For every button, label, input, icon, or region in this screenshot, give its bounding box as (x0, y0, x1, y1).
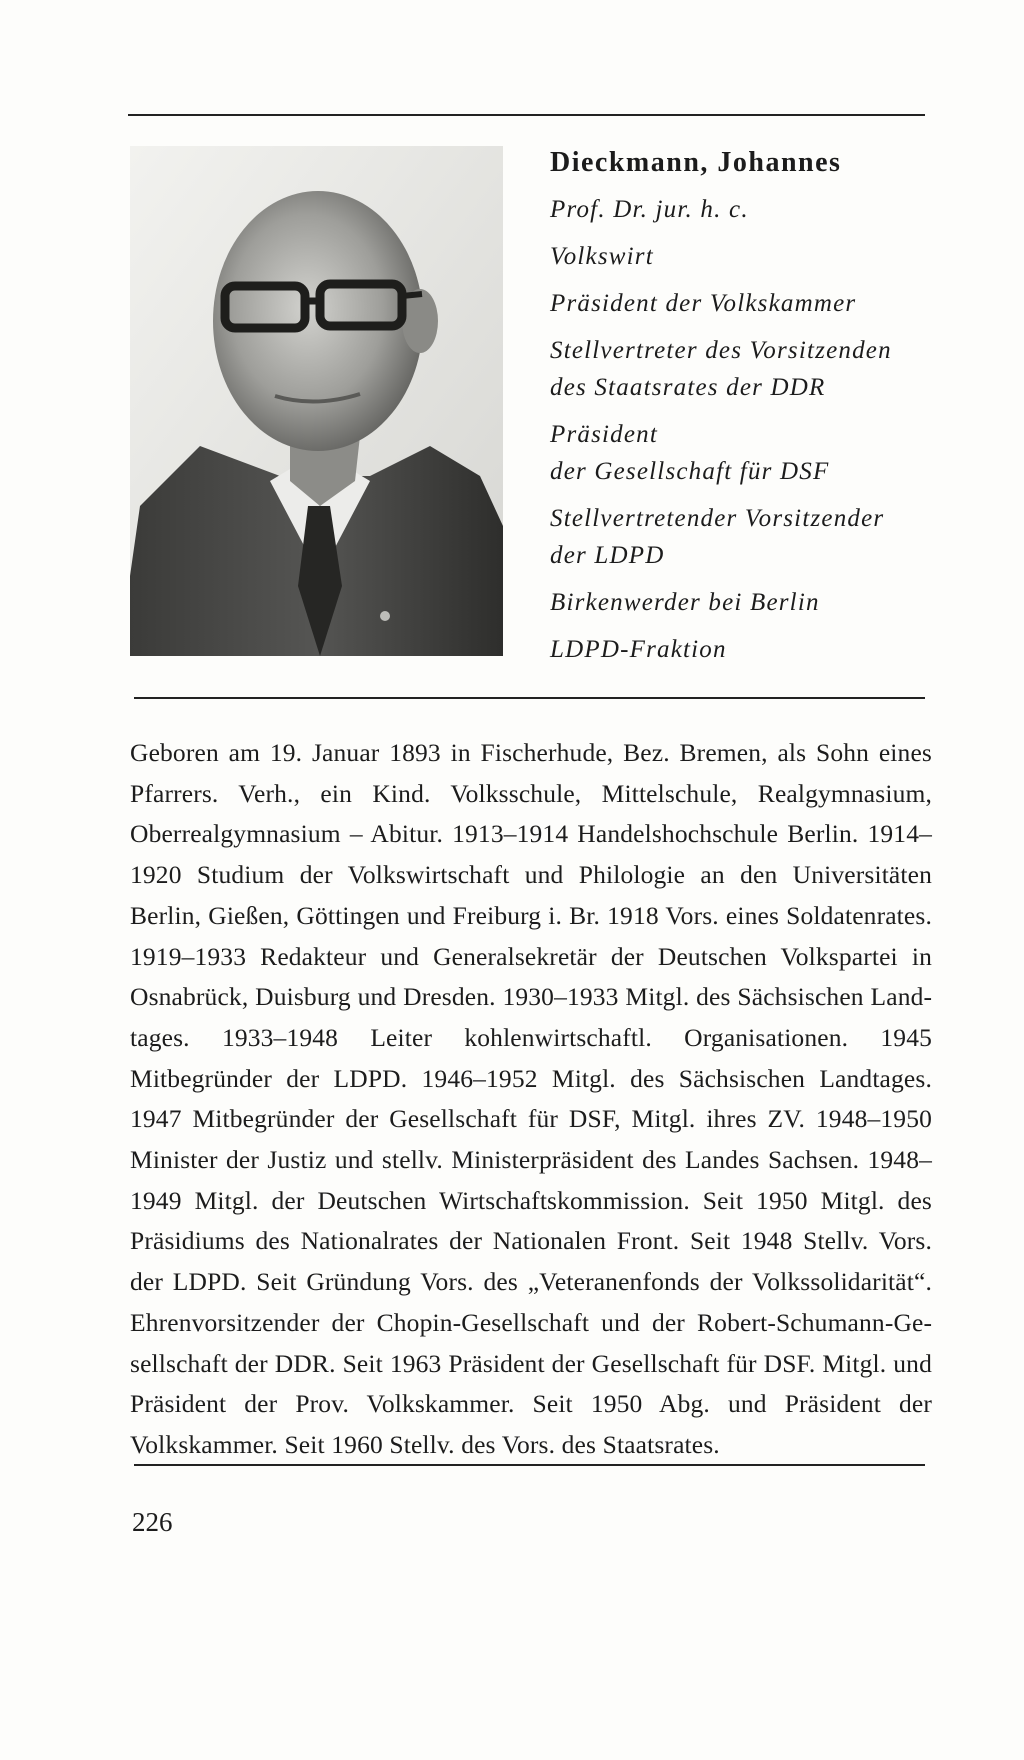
faction: LDPD-Fraktion (550, 636, 727, 663)
biography-text: Geboren am 19. Januar 1893 in Fischerhude, Bez. Bremen, als Sohn eines Pfarrers. Verh., ein Kind. Volksschule, Mittelschule, Realgymnasium, Oberrealgymnasium – Abitur. 1913–1914 Handelshochschule Berlin. 1914–1920 Studium der Volkswirtschaft und Philologie an den Universitäten Berlin, Gießen, Göttingen und Freiburg i. Br. 1918 Vors. eines Soldatenrates. 1919–1933 Redakteur und Generalsekretär der Deutschen Volkspartei in Osnabrück, Duisburg und Dresden. 1930–1933 Mitgl. des Sächsischen Landtages. 1933–1948 Leiter kohlenwirtschaftl. Organisationen. 1945 Mitbegründer der LDPD. 1946–1952 Mitgl. des Sächsischen Landtages. 1947 Mitbegründer der Gesellschaft für DSF, Mitgl. ihres ZV. 1948–1950 Minister der Justiz und stellv. Ministerpräsident des Landes Sachsen. 1948–1949 Mitgl. der Deutschen Wirtschaftskommission. Seit 1950 Mitgl. des Präsidiums des Nationalrates der Nationalen Front. Seit 1948 Stellv. Vors. der LDPD. Seit Gründung Vors. des „Veteranenfonds der Volkssolidarität“. Ehrenvorsitzender der Chopin-Gesellschaft und der Robert-Schumann-Gesellschaft der DDR. Seit 1963 Präsident der Gesellschaft für DSF. Mitgl. und Präsident der Prov. Volkskammer. Seit 1950 Abg. und Präsident der Volkskammer. Seit 1960 Stellv. des Vors. des Staatsrates. (130, 738, 932, 1459)
position-line-3: des Staatsrates der DDR (550, 374, 826, 401)
portrait-image (130, 146, 503, 656)
position-line-5: der Gesellschaft für DSF (550, 458, 830, 485)
portrait-photo (130, 146, 503, 656)
position-line-6: Stellvertretender Vorsitzender (550, 505, 885, 532)
position-line-4: Präsident (550, 421, 659, 448)
position-line-7: der LDPD (550, 542, 665, 569)
residence: Birkenwerder bei Berlin (550, 589, 820, 616)
position-line-2: Stellvertreter des Vorsitzenden (550, 337, 892, 364)
position-line-1: Präsident der Volkskammer (550, 290, 857, 317)
top-rule (128, 114, 925, 116)
bottom-rule (134, 1464, 925, 1466)
middle-rule (134, 697, 925, 699)
academic-title: Prof. Dr. jur. h. c. (550, 196, 749, 223)
profession: Volkswirt (550, 243, 654, 270)
page-number: 226 (132, 1507, 173, 1537)
person-name: Dieckmann, Johannes (550, 147, 842, 178)
